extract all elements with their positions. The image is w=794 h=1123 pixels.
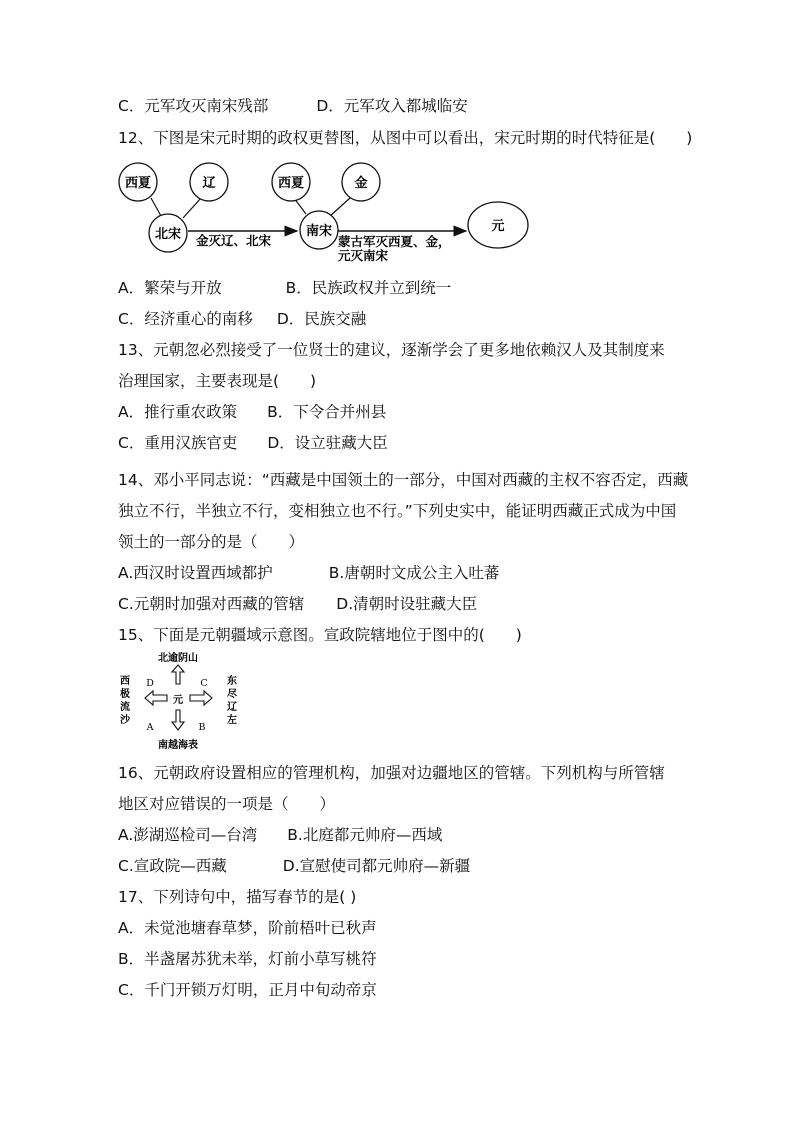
q12-stem: 12、下图是宋元时期的政权更替图，从图中可以看出，宋元时期的时代特征是( ) (118, 129, 693, 147)
q12-option-c: C．经济重心的南移 (118, 310, 253, 328)
q14-stem-line3: 领土的一部分的是（ ） (118, 533, 305, 551)
label-beisong: 北宋 (154, 227, 182, 242)
arrow-south (172, 710, 184, 730)
q14-options-row-1 (118, 563, 499, 583)
map-label-c: C (200, 678, 208, 689)
q11-options-row (118, 96, 468, 116)
arrow-east (190, 691, 212, 705)
q16-options-row-2 (118, 856, 470, 876)
map-center-label: 元 (173, 695, 183, 706)
q12-option-d: D．民族交融 (276, 310, 367, 328)
q14-options-row-2 (118, 594, 477, 614)
q16-options-row-1 (118, 825, 442, 845)
q14-stem-line2: 独立不行，半独立不行，变相独立也不行。”下列史实中，能证明西藏正式成为中国 (118, 502, 677, 520)
map-south-label: 南越海表 (158, 740, 198, 751)
q14-option-a: A.西汉时设置西域都护 (118, 564, 273, 582)
q12-option-b: B．民族政权并立到统一 (285, 279, 452, 297)
label-xixia-2: 西夏 (277, 176, 305, 191)
q16-option-c: C.宣政院—西藏 (118, 857, 227, 875)
q13-options-row-1 (118, 402, 386, 422)
q12-regime-diagram (116, 158, 532, 266)
q14-stem-line1: 14、邓小平同志说：“西藏是中国领土的一部分，中国对西藏的主权不容否定，西藏 (118, 471, 689, 489)
label-jin: 金 (354, 176, 368, 191)
map-label-d: D (146, 678, 154, 689)
label-liao: 辽 (202, 176, 216, 191)
q16-option-d: D.宣慰使司都元帅府—新疆 (282, 857, 471, 875)
q17-option-b: B．半盏屠苏犹未举，灯前小草写桃符 (118, 950, 377, 968)
arrow1-label: 金灭辽、北宋 (196, 233, 272, 248)
q16-option-b: B.北庭都元帅府—西域 (287, 826, 443, 844)
q11-option-d: D．元军攻入都城临安 (316, 97, 468, 115)
q16-option-a: A.澎湖巡检司—台湾 (118, 826, 258, 844)
q12-option-a: A．繁荣与开放 (118, 279, 222, 297)
q16-stem-line2: 地区对应错误的一项是（ ） (118, 795, 336, 813)
arrow2-label-line2: 元灭南宋 (338, 248, 389, 263)
q11-option-c: C．元军攻灭南宋残部 (118, 97, 269, 115)
q13-stem-line1: 13、元朝忽必烈接受了一位贤士的建议，逐渐学会了更多地依赖汉人及其制度来 (118, 341, 665, 359)
q14-option-c: C.元朝时加强对西藏的管辖 (118, 595, 305, 613)
map-label-b: B (198, 722, 206, 733)
q14-option-d: D.清朝时设驻藏大臣 (336, 595, 478, 613)
map-north-label: 北逾阴山 (158, 653, 198, 664)
q12-options-row-1 (118, 278, 451, 298)
q16-stem-line1: 16、元朝政府设置相应的管理机构，加强对边疆地区的管辖。下列机构与所管辖 (118, 764, 665, 782)
q14-option-b: B.唐朝时文成公主入吐蕃 (328, 564, 500, 582)
label-nansong: 南宋 (305, 224, 333, 239)
label-yuan: 元 (491, 219, 505, 234)
map-label-a: A (146, 722, 154, 733)
q17-option-c: C．千门开锁万灯明，正月中旬动帝京 (118, 981, 377, 999)
q13-stem-line2: 治理国家，主要表现是( ) (118, 372, 317, 390)
arrow-north (172, 665, 184, 684)
q13-option-a: A．推行重农政策 (118, 403, 238, 421)
arrow2-label-line1: 蒙古军灭西夏、金， (338, 234, 451, 249)
q13-option-c: C．重用汉族官吏 (118, 434, 238, 452)
q13-option-d: D．设立驻藏大臣 (267, 434, 388, 452)
q15-yuan-territory-map (116, 650, 246, 754)
arrow-west (145, 691, 167, 705)
map-east-vertical: 东尽辽左 (227, 676, 237, 726)
q17-option-a: A．未觉池塘春草梦，阶前梧叶已秋声 (118, 919, 377, 937)
q15-stem: 15、下面是元朝疆域示意图。宣政院辖地位于图中的( ) (118, 626, 522, 644)
label-xixia-1: 西夏 (124, 176, 152, 191)
map-west-vertical: 西极流沙 (120, 676, 130, 726)
q12-options-row-2 (118, 309, 366, 329)
q13-options-row-2 (118, 433, 388, 453)
q13-option-b: B．下令合并州县 (267, 403, 387, 421)
q17-stem: 17、下列诗句中，描写春节的是( ) (118, 888, 357, 906)
